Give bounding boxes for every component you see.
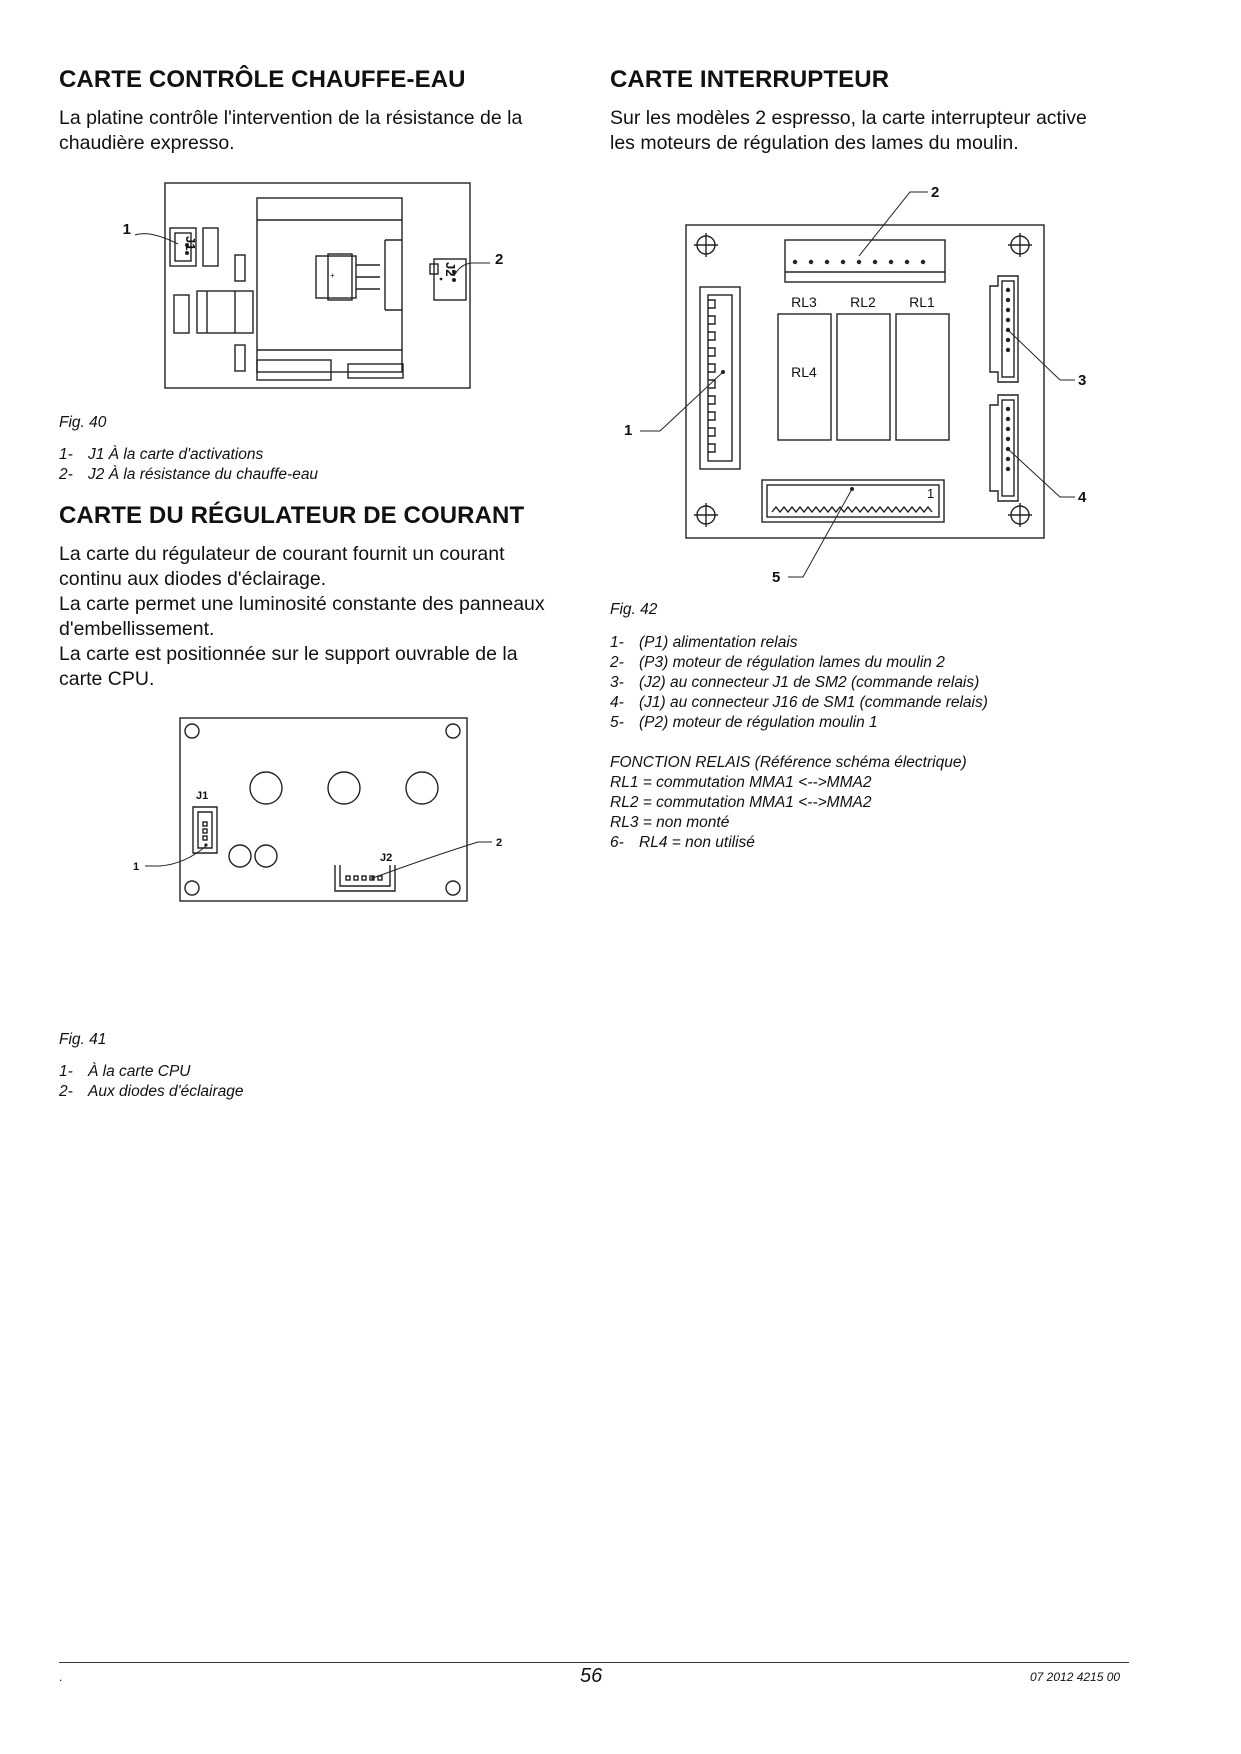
section-title-water-heater: CARTE CONTRÔLE CHAUFFE-EAU [59, 66, 466, 93]
j2-label: J2 [380, 852, 393, 864]
relay-label-rl3: RL3 [791, 294, 817, 310]
callout-1: 1 [122, 221, 131, 238]
current-regulator-board-diagram [130, 715, 510, 905]
callout-2: 2 [495, 251, 504, 268]
figure-caption-41: Fig. 41 [59, 1031, 107, 1048]
page-number: 56 [580, 1665, 603, 1687]
list-item: 3- (J2) au connecteur J1 de SM2 (commande relais) [610, 674, 980, 691]
water-heater-board-diagram [110, 180, 504, 395]
relay-line: RL1 = commutation MMA1 <-->MMA2 [610, 774, 872, 791]
legend-list-41 [59, 1062, 243, 1102]
water-heater-description: La platine contrôle l'intervention de la résistance de la chaudière expresso. [59, 107, 523, 154]
footer-divider [59, 1662, 1129, 1663]
list-item: 5- (P2) moteur de régulation moulin 1 [610, 714, 878, 731]
list-item: 1- À la carte CPU [59, 1063, 191, 1080]
pin-1-label: 1 [927, 486, 935, 501]
document-code: 07 2012 4215 00 [1030, 1670, 1121, 1684]
figure-caption-42: Fig. 42 [610, 601, 658, 618]
list-item: 1- J1 À la carte d'activations [59, 446, 264, 463]
list-item: 4- (J1) au connecteur J16 de SM1 (commande relais) [610, 694, 988, 711]
relay-label-rl1: RL1 [909, 294, 935, 310]
j1-label: J1 [183, 236, 198, 251]
callout-1: 1 [133, 861, 140, 873]
j2-label: J2 [443, 262, 458, 277]
switch-board-diagram [620, 180, 1130, 590]
section-title-switch-board: CARTE INTERRUPTEUR [610, 66, 890, 93]
relay-function-block [610, 753, 967, 853]
list-item: 1- (P1) alimentation relais [610, 634, 798, 651]
j1-label: J1 [196, 790, 209, 802]
callout-2: 2 [496, 837, 503, 849]
legend-list-40 [59, 445, 318, 485]
relay-function-heading: FONCTION RELAIS (Référence schéma électrique) [610, 754, 967, 771]
relay-label-rl4: RL4 [791, 364, 817, 380]
callout-4: 4 [1078, 489, 1087, 506]
relay-line: RL2 = commutation MMA1 <-->MMA2 [610, 794, 872, 811]
relay-label-rl2: RL2 [850, 294, 876, 310]
current-regulator-description: La carte du régulateur de courant fournit un courant continu aux diodes d'éclairage. La carte permet une luminosité constante des panneaux d'embellissement. La carte est positionnée sur le support ouvrable de la carte CPU. [59, 543, 545, 690]
switch-board-description: Sur les modèles 2 espresso, la carte interrupteur active les moteurs de régulation des lames du moulin. [610, 107, 1087, 154]
callout-3: 3 [1078, 372, 1087, 389]
list-item: 2- Aux diodes d'éclairage [59, 1083, 244, 1100]
callout-2: 2 [931, 184, 940, 201]
callout-1: 1 [624, 422, 633, 439]
legend-list-42 [610, 633, 988, 733]
list-item: 2- (P3) moteur de régulation lames du moulin 2 [610, 654, 945, 671]
relay-line: 6- RL4 = non utilisé [610, 834, 755, 851]
relay-line: RL3 = non monté [610, 814, 730, 831]
section-title-current-regulator: CARTE DU RÉGULATEUR DE COURANT [59, 502, 525, 529]
svg-text:+: + [330, 271, 335, 280]
list-item: 2- J2 À la résistance du chauffe-eau [59, 466, 319, 483]
footer-dot: . [59, 1670, 63, 1684]
figure-caption-40: Fig. 40 [59, 414, 107, 431]
callout-5: 5 [772, 569, 781, 586]
